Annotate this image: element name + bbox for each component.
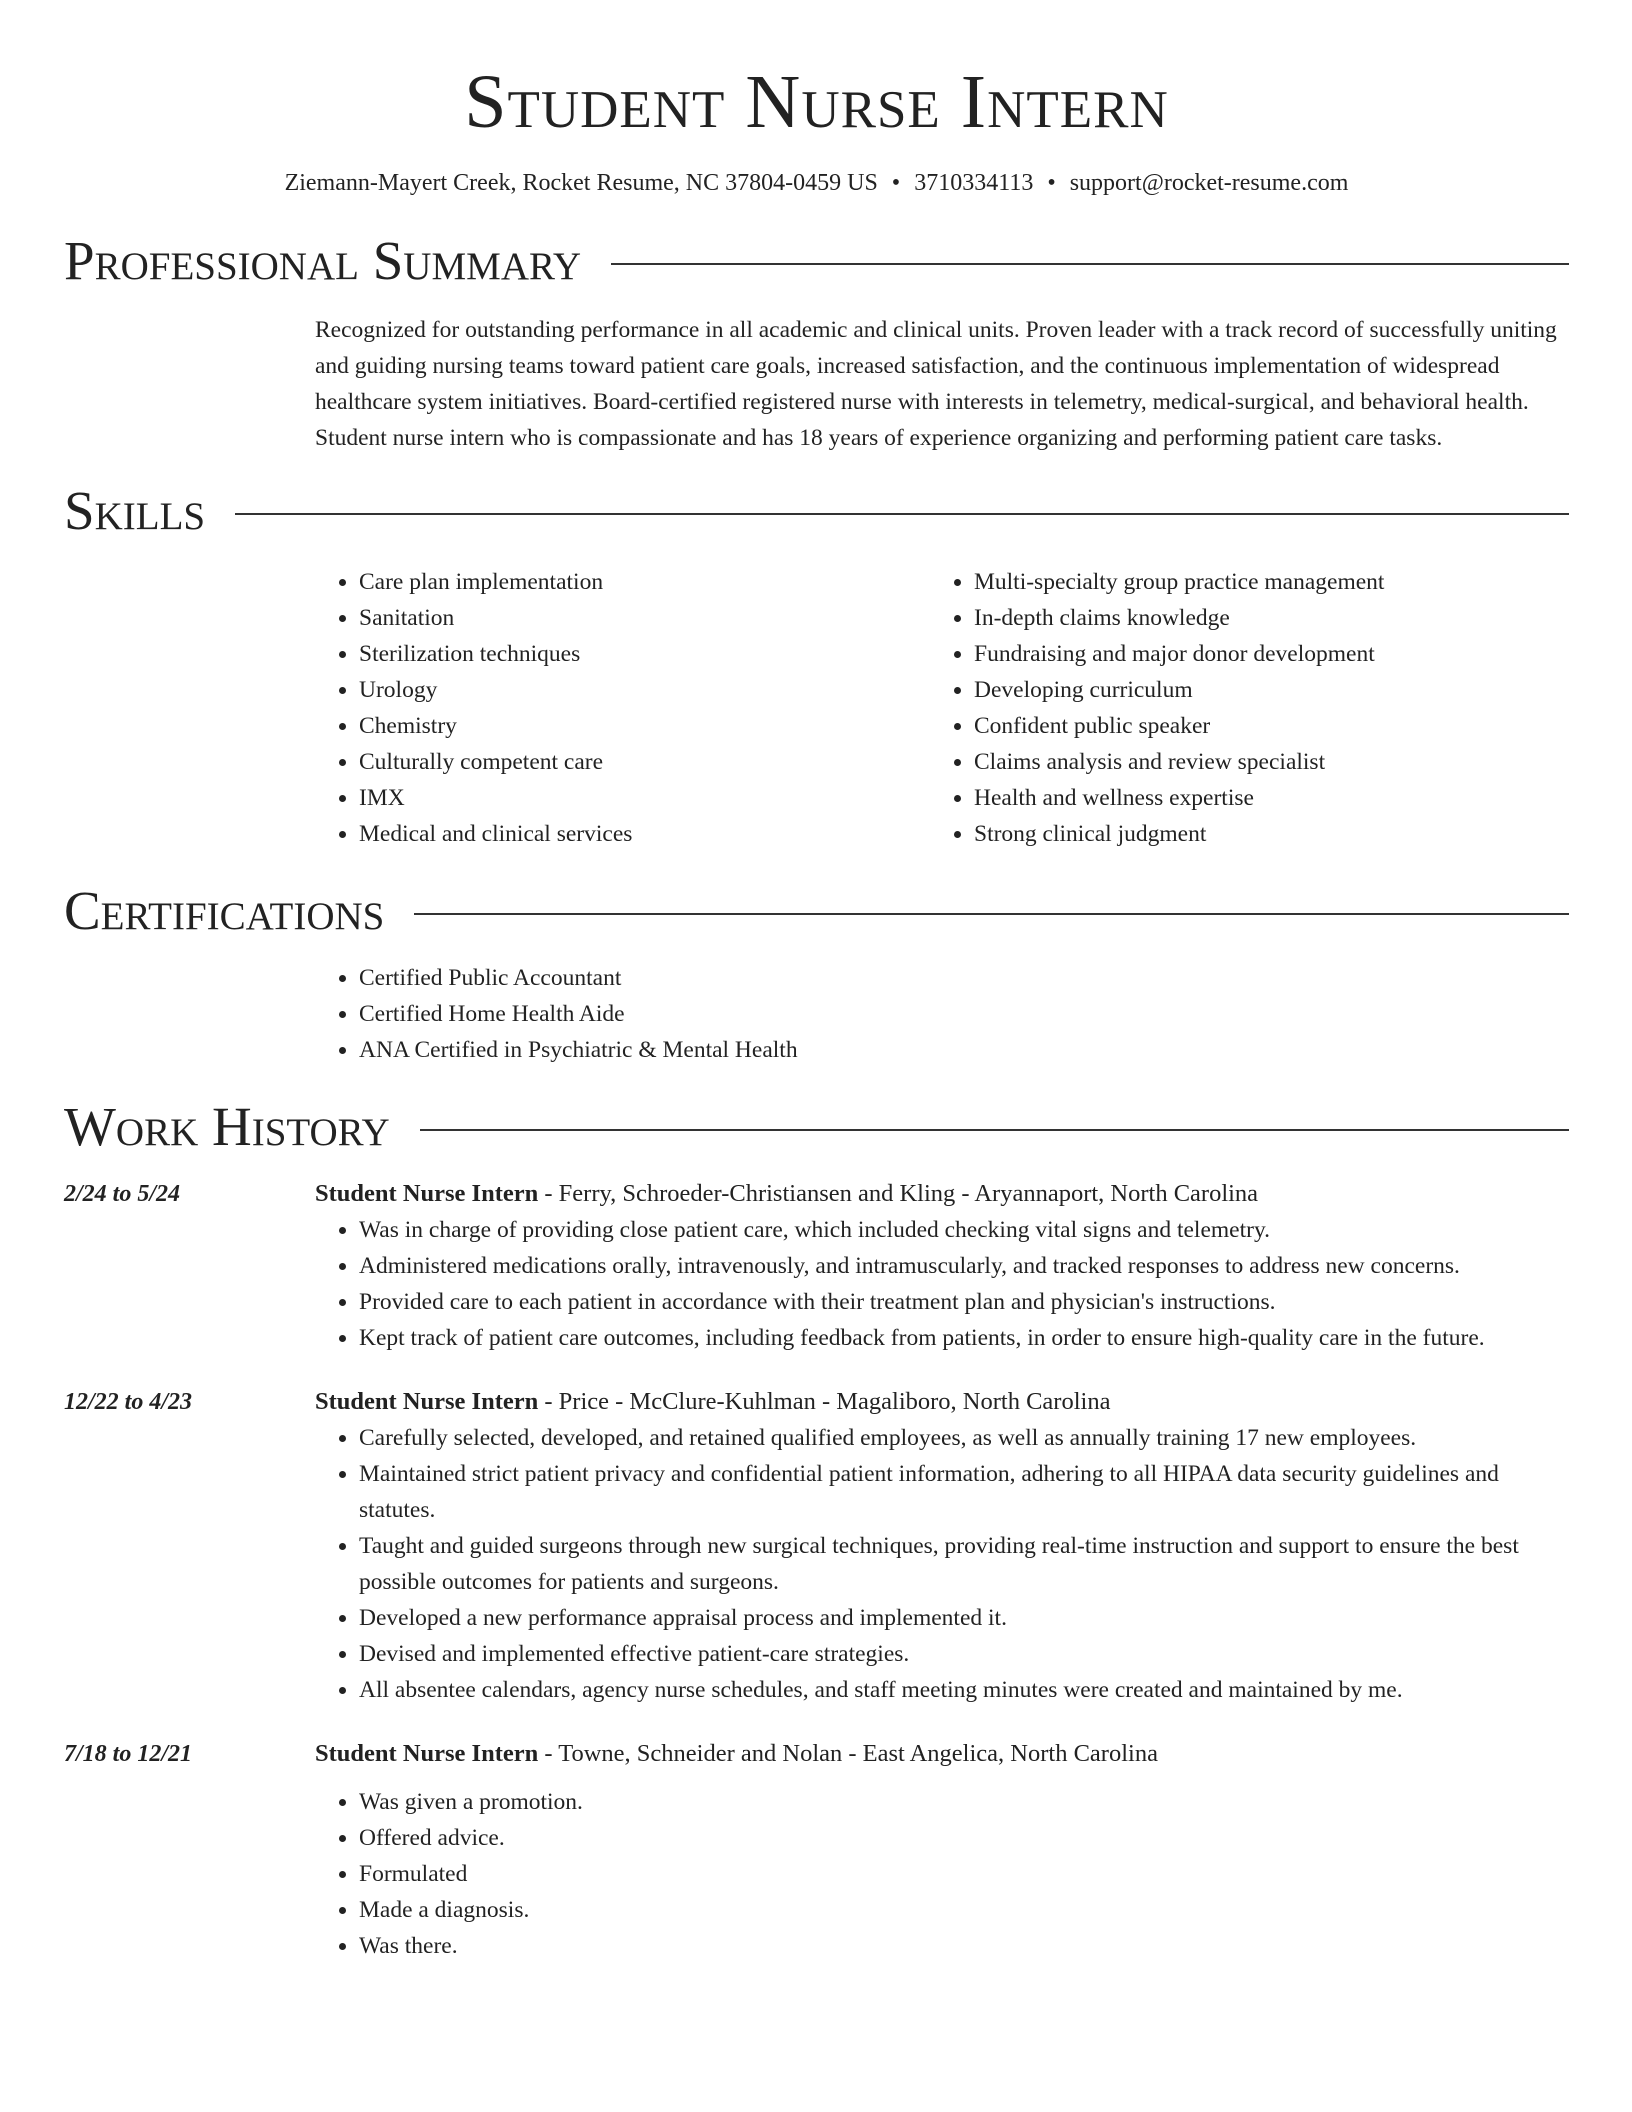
- job-bullet: • All absentee calendars, agency nurse schedules, and staff meeting minutes were created and maintained by me.: [359, 1672, 1569, 1708]
- job-title: Student Nurse Intern: [315, 1388, 539, 1415]
- job-bullet: • Taught and guided surgeons through new surgical techniques, providing real-time instruction and support to ensure the best possible outcomes for patients and surgeons.: [359, 1528, 1569, 1600]
- job-details: [315, 1176, 1569, 1356]
- skills-column-left: [315, 564, 930, 852]
- job-bullet: • Was there.: [359, 1928, 1569, 1964]
- job-entry: [64, 1736, 1569, 1964]
- skill-item: • IMX: [359, 780, 930, 816]
- skills-body: [315, 564, 1569, 852]
- job-bullet: • Provided care to each patient in accordance with their treatment plan and physician's instructions.: [359, 1284, 1569, 1320]
- skills-list-right: [930, 564, 1545, 852]
- certifications-body: [315, 960, 1569, 1068]
- skill-item: • Care plan implementation: [359, 564, 930, 600]
- section-divider: [235, 513, 1569, 515]
- job-bullet: • Carefully selected, developed, and retained qualified employees, as well as annually training 17 new employees.: [359, 1420, 1569, 1456]
- skill-item: • Claims analysis and review specialist: [974, 744, 1545, 780]
- skills-list-left: [315, 564, 930, 852]
- work-section-header: [64, 1094, 1569, 1160]
- certification-item: • Certified Home Health Aide: [359, 996, 1569, 1032]
- job-bullet: • Offered advice.: [359, 1820, 1569, 1856]
- section-divider: [420, 1129, 1569, 1131]
- job-bullets: [315, 1784, 1569, 1964]
- resume-name: Student Nurse Intern: [464, 60, 1169, 144]
- job-dates: 7/18 to 12/21: [64, 1741, 193, 1767]
- skills-section-header: [64, 478, 1569, 544]
- job-title: Student Nurse Intern: [315, 1740, 539, 1767]
- skills-column-right: [930, 564, 1545, 852]
- contact-line: [64, 168, 1569, 198]
- certification-item: • ANA Certified in Psychiatric & Mental Health: [359, 1032, 1569, 1068]
- section-divider: [611, 263, 1569, 265]
- job-bullet: • Administered medications orally, intravenously, and intramuscularly, and tracked responses to address new concerns.: [359, 1248, 1569, 1284]
- job-bullet: • Made a diagnosis.: [359, 1892, 1569, 1928]
- contact-address: Ziemann-Mayert Creek, Rocket Resume, NC 37804-0459 US: [284, 170, 878, 196]
- summary-body: [315, 312, 1569, 456]
- contact-phone: 3710334113: [914, 170, 1034, 196]
- contact-separator: •: [1047, 170, 1056, 196]
- job-details: [315, 1384, 1569, 1708]
- job-details: [315, 1736, 1569, 1964]
- skill-item: • Culturally competent care: [359, 744, 930, 780]
- skills-heading: Skills: [64, 480, 206, 541]
- job-employer: - Price - McClure-Kuhlman - Magaliboro, North Carolina: [538, 1388, 1111, 1415]
- job-dates: 12/22 to 4/23: [64, 1389, 193, 1415]
- skill-item: • Sanitation: [359, 600, 930, 636]
- skill-item: • Chemistry: [359, 708, 930, 744]
- job-bullets: [315, 1420, 1569, 1708]
- certifications-list: [315, 960, 1569, 1068]
- job-bullets: [315, 1212, 1569, 1356]
- job-bullet: • Was given a promotion.: [359, 1784, 1569, 1820]
- skill-item: • In-depth claims knowledge: [974, 600, 1545, 636]
- job-bullet: • Developed a new performance appraisal process and implemented it.: [359, 1600, 1569, 1636]
- section-divider: [414, 913, 1569, 915]
- skill-item: • Medical and clinical services: [359, 816, 930, 852]
- skill-item: • Urology: [359, 672, 930, 708]
- job-employer: - Towne, Schneider and Nolan - East Angelica, North Carolina: [538, 1740, 1158, 1767]
- job-heading: [315, 1176, 1569, 1212]
- work-heading: Work History: [64, 1096, 390, 1157]
- skill-item: • Sterilization techniques: [359, 636, 930, 672]
- job-entry: [64, 1176, 1569, 1356]
- contact-email: support@rocket-resume.com: [1069, 170, 1349, 196]
- skill-item: • Multi-specialty group practice management: [974, 564, 1545, 600]
- certifications-heading: Certifications: [64, 880, 385, 941]
- job-bullet: • Devised and implemented effective patient-care strategies.: [359, 1636, 1569, 1672]
- summary-heading: Professional Summary: [64, 230, 582, 291]
- summary-text: Recognized for outstanding performance in all academic and clinical units. Proven leader with a track record of successfully uniting and guiding nursing teams toward patient care goals, increased satisfaction, and the continuous implementation of widespread healthcare system initiatives. Board-certified registered nurse with interests in telemetry, medical-surgical, and behavioral health. Student nurse intern who is compassionate and has 18 years of experience organizing and performing patient care tasks.: [315, 317, 1557, 451]
- skill-item: • Strong clinical judgment: [974, 816, 1545, 852]
- job-bullet: • Was in charge of providing close patient care, which included checking vital signs and telemetry.: [359, 1212, 1569, 1248]
- job-entry: [64, 1384, 1569, 1708]
- skill-item: • Fundraising and major donor development: [974, 636, 1545, 672]
- job-bullet: • Formulated: [359, 1856, 1569, 1892]
- job-bullet: • Kept track of patient care outcomes, including feedback from patients, in order to ensure high-quality care in the future.: [359, 1320, 1569, 1356]
- summary-section-header: [64, 228, 1569, 294]
- job-employer: - Ferry, Schroeder-Christiansen and Kling - Aryannaport, North Carolina: [538, 1180, 1259, 1207]
- job-heading: [315, 1384, 1569, 1420]
- certifications-section-header: [64, 878, 1569, 944]
- job-bullet: • Maintained strict patient privacy and confidential patient information, adhering to all HIPAA data security guidelines and statutes.: [359, 1456, 1569, 1528]
- contact-separator: •: [891, 170, 901, 196]
- skill-item: • Confident public speaker: [974, 708, 1545, 744]
- skill-item: • Health and wellness expertise: [974, 780, 1545, 816]
- job-heading: [315, 1736, 1569, 1772]
- skill-item: • Developing curriculum: [974, 672, 1545, 708]
- job-dates: 2/24 to 5/24: [64, 1181, 181, 1207]
- job-title: Student Nurse Intern: [315, 1180, 539, 1207]
- certification-item: • Certified Public Accountant: [359, 960, 1569, 996]
